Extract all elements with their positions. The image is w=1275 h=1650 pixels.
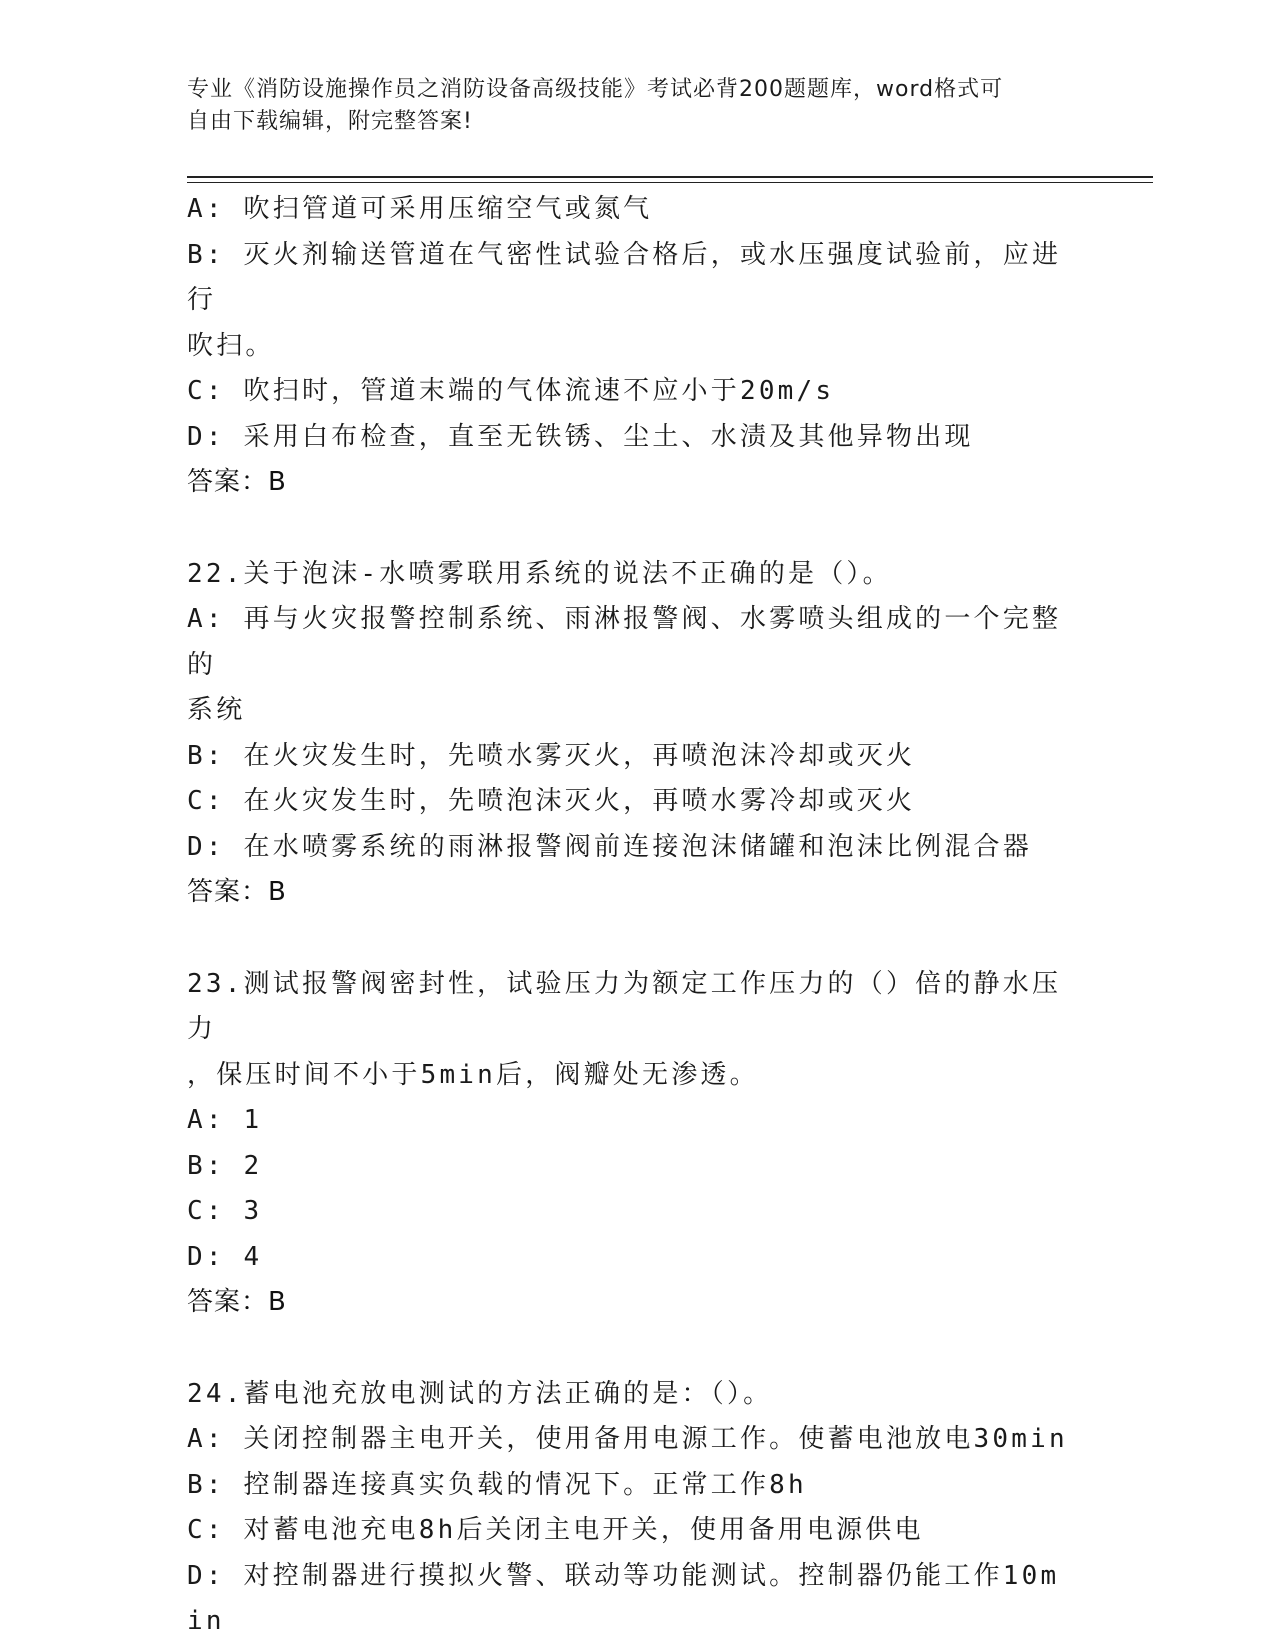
option-d: D: 对控制器进行摸拟火警、联动等功能测试。控制器仍能工作10min bbox=[187, 1560, 1060, 1636]
option-a: A: 吹扫管道可采用压缩空气或氮气 bbox=[187, 194, 653, 224]
question-22 bbox=[187, 552, 1077, 916]
option-a: A: 关闭控制器主电开关，使用备用电源工作。使蓄电池放电30min bbox=[187, 1424, 1068, 1454]
answer: 答案：B bbox=[187, 877, 287, 907]
option-b: B: 2 bbox=[187, 1150, 263, 1181]
answer: 答案：B bbox=[187, 1287, 287, 1317]
option-b: B: 灭火剂输送管道在气密性试验合格后，或水压强度试验前，应进行 bbox=[187, 239, 1062, 315]
option-d: D: 4 bbox=[187, 1241, 263, 1272]
option-a: A: 再与火灾报警控制系统、雨淋报警阀、水雾喷头组成的一个完整的 bbox=[187, 604, 1062, 680]
header-title-line-2: 自由下载编辑，附完整答案! bbox=[187, 109, 473, 134]
option-c: C: 在火灾发生时，先喷泡沫灭火，再喷水雾冷却或灭火 bbox=[187, 786, 916, 816]
document-header bbox=[187, 74, 1067, 138]
question-24 bbox=[187, 1372, 1077, 1645]
option-b-continued: 吹扫。 bbox=[187, 330, 275, 361]
option-a-continued: 系统 bbox=[187, 695, 246, 725]
header-divider-thin bbox=[187, 182, 1153, 183]
option-c: C: 吹扫时，管道末端的气体流速不应小于20m/s bbox=[187, 376, 835, 406]
header-title-line-1: 专业《消防设施操作员之消防设备高级技能》考试必背200题题库，word格式可 bbox=[187, 77, 1004, 102]
option-b: B: 在火灾发生时，先喷水雾灭火，再喷泡沫冷却或灭火 bbox=[187, 740, 916, 771]
answer: 答案：B bbox=[187, 467, 287, 497]
option-c: C: 对蓄电池充电8h后关闭主电开关，使用备用电源供电 bbox=[187, 1515, 924, 1545]
option-b: B: 控制器连接真实负载的情况下。正常工作8h bbox=[187, 1469, 807, 1500]
option-d: D: 采用白布检查，直至无铁锈、尘土、水渍及其他异物出现 bbox=[187, 421, 974, 452]
question-stem: 24.蓄电池充放电测试的方法正确的是：（）。 bbox=[187, 1378, 773, 1409]
option-c: C: 3 bbox=[187, 1196, 263, 1226]
option-a: A: 1 bbox=[187, 1105, 263, 1135]
header-divider-thick bbox=[187, 176, 1153, 178]
question-stem-continued: ，保压时间不小于5min后，阀瓣处无渗透。 bbox=[187, 1059, 759, 1090]
question-23 bbox=[187, 962, 1077, 1326]
question-stem: 23.测试报警阀密封性，试验压力为额定工作压力的（）倍的静水压力 bbox=[187, 968, 1062, 1044]
question-stem: 22.关于泡沫-水喷雾联用系统的说法不正确的是（）。 bbox=[187, 558, 892, 589]
option-d: D: 在水喷雾系统的雨淋报警阀前连接泡沫储罐和泡沫比例混合器 bbox=[187, 831, 1032, 862]
question-21 bbox=[187, 187, 1077, 506]
question-list bbox=[187, 187, 1077, 1645]
